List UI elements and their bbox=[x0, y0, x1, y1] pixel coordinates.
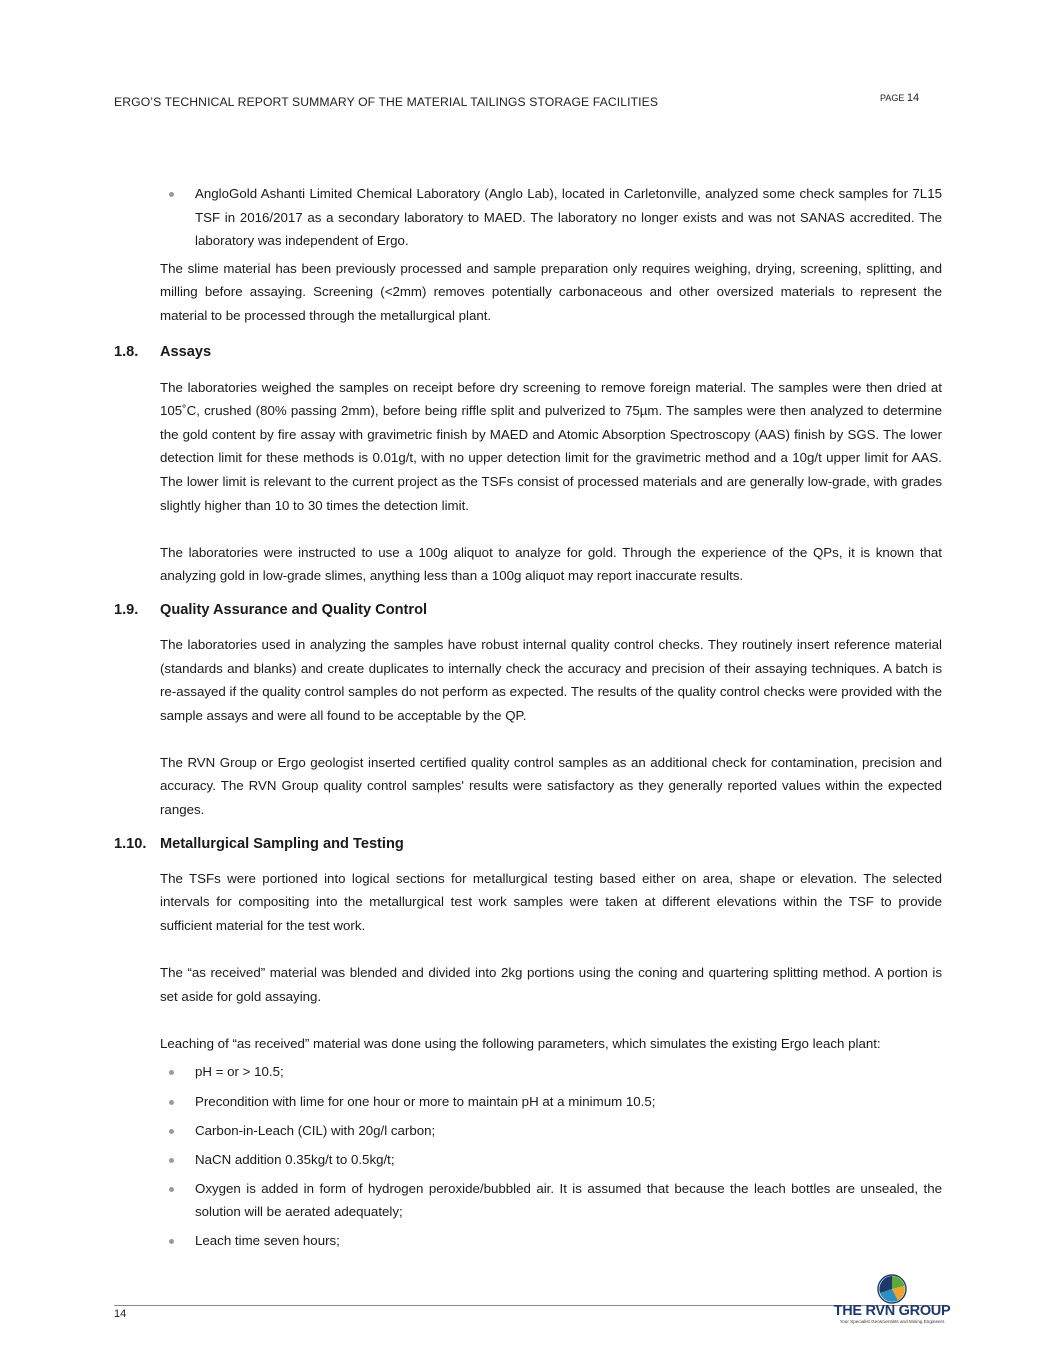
section-heading-1-10 bbox=[114, 833, 942, 855]
section-number: 1.8. bbox=[114, 343, 139, 360]
list-item: Leach time seven hours; bbox=[114, 1229, 942, 1253]
paragraph: The laboratories were instructed to use a 100g aliquot to analyze for gold. Through the experience of the QPs, it is known that analyzing gold in low-grade slimes, anything less than a 100g aliquot may report inaccurate results. bbox=[160, 544, 942, 584]
list-item: Precondition with lime for one hour or more to maintain pH at a minimum 10.5; bbox=[114, 1090, 942, 1114]
footer-divider bbox=[114, 1305, 946, 1306]
logo-tagline: Your Specialist Geoscientists and Mining Engineers bbox=[839, 1319, 945, 1324]
rvn-logo-emblem-icon bbox=[877, 1274, 907, 1304]
section-title: Quality Assurance and Quality Control bbox=[160, 601, 428, 618]
list-item: pH = or > 10.5; bbox=[114, 1060, 942, 1084]
section-heading-1-8 bbox=[114, 341, 942, 363]
paragraph: The slime material has been previously processed and sample preparation only requires weighing, drying, screening, splitting, and milling before assaying. Screening (<2mm) removes potentially carbonaceous and other oversized materials to represent the material to be processed through the metallurgical plant. bbox=[160, 260, 942, 323]
list-item: NaCN addition 0.35kg/t to 0.5kg/t; bbox=[114, 1148, 942, 1172]
header-page bbox=[880, 92, 919, 104]
section-number: 1.10. bbox=[114, 835, 147, 852]
paragraph: The TSFs were portioned into logical sections for metallurgical testing based either on area, shape or elevation. The selected intervals for compositing into the metallurgical test work samples were taken at different elevations within the TSF to provide sufficient material for the test work. bbox=[160, 870, 942, 933]
section-title: Assays bbox=[160, 343, 212, 360]
logo-wordmark: THE RVN GROUP bbox=[833, 1303, 951, 1319]
list-item: AngloGold Ashanti Limited Chemical Laboratory (Anglo Lab), located in Carletonville, analyzed some check samples for 7L15 TSF in 2016/2017 as a secondary laboratory to MAED. The laboratory no longer exists and was not SANAS accredited. The laboratory was independent of Ergo. bbox=[114, 182, 942, 253]
list-item: Oxygen is added in form of hydrogen peroxide/bubbled air. It is assumed that because the leach bottles are unsealed, the solution will be aerated adequately; bbox=[114, 1177, 942, 1224]
section-number: 1.9. bbox=[114, 601, 139, 618]
list-item: Carbon-in-Leach (CIL) with 20g/l carbon; bbox=[114, 1119, 942, 1143]
header-page-number: 14 bbox=[906, 92, 920, 104]
paragraph: The laboratories used in analyzing the samples have robust internal quality control checks. They routinely insert reference material (standards and blanks) and create duplicates to internally check the accuracy and precision of their assaying techniques. A batch is re-assayed if the quality control samples do not perform as expected. The results of the quality control checks were provided with the sample assays and were all found to be acceptable by the QP. bbox=[160, 636, 942, 723]
intro-bullet-list bbox=[114, 182, 942, 253]
header-page-label: PAGE bbox=[880, 93, 905, 103]
paragraph: Leaching of “as received” material was done using the following parameters, which simulates the existing Ergo leach plant: bbox=[160, 1035, 881, 1051]
paragraph: The “as received” material was blended and divided into 2kg portions using the coning and quartering splitting method. A portion is set aside for gold assaying. bbox=[160, 965, 942, 1004]
footer-page-number: 14 bbox=[114, 1308, 127, 1320]
paragraph: The laboratories weighed the samples on receipt before dry screening to remove foreign material. The samples were then dried at 105˚C, crushed (80% passing 2mm), before being riffle split and pulverized to 75µm. The samples were then analyzed to determine the gold content by fire assay with gravimetric finish by MAED and Atomic Absorption Spectroscopy (AAS) finish by SGS. The lower detection limit for these methods is 0.01g/t, with no upper detection limit for the gravimetric method and a 10g/t upper limit for AAS. The lower limit is relevant to the current project as the TSFs consist of processed materials and are generally low-grade, with grades slightly higher than 10 to 30 times the detection limit. bbox=[160, 379, 942, 513]
section-title: Metallurgical Sampling and Testing bbox=[160, 835, 404, 852]
page-content bbox=[114, 182, 942, 1259]
section-heading-1-9 bbox=[114, 599, 942, 621]
leach-parameters-list bbox=[114, 1060, 942, 1253]
paragraph: The RVN Group or Ergo geologist inserted certified quality control samples as an additional check for contamination, precision and accuracy. The RVN Group quality control samples' results were satisfactory as they generally reported values within the expected ranges. bbox=[160, 754, 942, 818]
header-title: ERGO’S TECHNICAL REPORT SUMMARY OF THE MATERIAL TAILINGS STORAGE FACILITIES bbox=[114, 95, 659, 109]
rvn-group-logo bbox=[832, 1274, 952, 1328]
